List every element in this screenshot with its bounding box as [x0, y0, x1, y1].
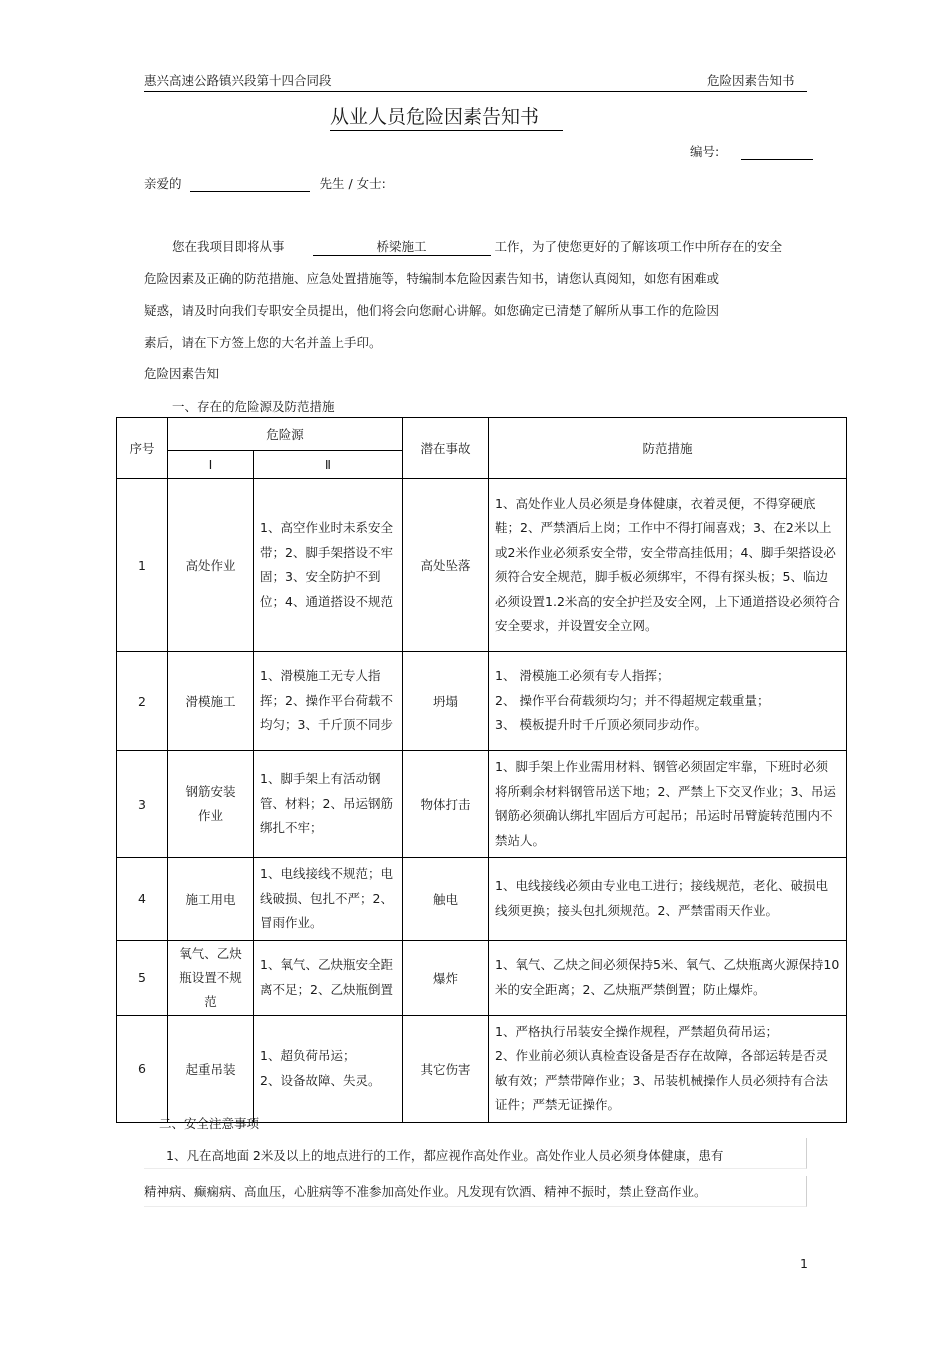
serial-label: 编号:	[690, 144, 720, 159]
row-accident: 爆炸	[403, 940, 489, 1015]
row-hazard-2: 1、滑模施工无专人指挥；2、操作平台荷载不均匀；3、千斤顶不同步	[254, 652, 403, 751]
row-hazard-2: 1、高空作业时未系安全带；2、脚手架搭设不牢固；3、安全防护不到位；4、通道搭设不规范	[254, 479, 403, 652]
row-hazard-2: 1、脚手架上有活动钢管、材料；2、吊运钢筋绑扎不牢；	[254, 751, 403, 858]
name-blank	[190, 177, 310, 192]
table-row	[117, 1015, 847, 1122]
row-hazard-1: 滑模施工	[168, 652, 254, 751]
col-header-hazard: 危险源	[168, 418, 403, 451]
page-number: 1	[800, 1256, 808, 1271]
salutation-prefix: 亲爱的	[144, 176, 182, 191]
salutation-suffix: 先生 / 女士:	[319, 176, 386, 191]
col-header-hazard-1: Ⅰ	[168, 451, 254, 479]
row-measures: 1、 滑模施工必须有专人指挥； 2、 操作平台荷载须均匀；并不得超规定载重量； 3、 模板提升时千斤顶必须同步动作。	[489, 652, 847, 751]
row-accident: 物体打击	[403, 751, 489, 858]
risk-table	[116, 417, 847, 1123]
notes-line-1: 1、凡在高地面 2米及以上的地点进行的工作，都应视作高处作业。高处作业人员必须身体健康，患有	[166, 1148, 724, 1163]
row-hazard-1: 高处作业	[168, 479, 254, 652]
header-left: 惠兴高速公路镇兴段第十四合同段	[144, 73, 332, 88]
row-accident: 其它伤害	[403, 1015, 489, 1122]
row-hazard-1: 施工用电	[168, 858, 254, 941]
section-notice: 危险因素告知	[144, 366, 220, 381]
col-header-measures: 防范措施	[489, 418, 847, 479]
section-2-heading: 二、安全注意事项	[159, 1116, 260, 1131]
table-row	[117, 652, 847, 751]
table-row	[117, 940, 847, 1015]
intro-after: 工作，为了使您更好的了解该项工作中所存在的安全	[494, 239, 782, 254]
intro-before: 您在我项目即将从事	[172, 239, 285, 254]
intro-line-2: 危险因素及正确的防范措施、应急处置措施等，特编制本危险因素告知书，请您认真阅知，如您有困难或	[144, 271, 720, 286]
row-no: 5	[117, 940, 168, 1015]
row-measures: 1、氧气、乙炔之间必须保持5米、氧气、乙炔瓶离火源保持10米的安全距离；2、乙炔瓶严禁倒置；防止爆炸。	[489, 940, 847, 1015]
row-hazard-1: 起重吊装	[168, 1015, 254, 1122]
row-hazard-1: 氧气、乙炔瓶设置不规范	[168, 940, 254, 1015]
page-title: 从业人员危险因素告知书	[330, 104, 563, 131]
intro-line-3: 疑惑，请及时向我们专职安全员提出，他们将会向您耐心讲解。如您确定已清楚了解所从事工作的危险因	[144, 303, 720, 318]
row-accident: 触电	[403, 858, 489, 941]
row-hazard-2: 1、电线接线不规范；电线破损、包扎不严；2、冒雨作业。	[254, 858, 403, 941]
row-no: 4	[117, 858, 168, 941]
job-value: 桥梁施工	[376, 239, 427, 254]
serial-blank	[741, 145, 813, 160]
row-measures: 1、脚手架上作业需用材料、钢管必须固定牢靠，下班时必须将所剩余材料钢管吊送下地；2、严禁上下交叉作业；3、吊运钢筋必须确认绑扎牢固后方可起吊；吊运时吊臂旋转范围内不禁站人。	[489, 751, 847, 858]
row-accident: 高处坠落	[403, 479, 489, 652]
col-header-accident: 潜在事故	[403, 418, 489, 479]
serial-field	[690, 142, 813, 160]
table-header-row	[117, 418, 847, 451]
row-no: 2	[117, 652, 168, 751]
row-measures: 1、严格执行吊装安全操作规程，严禁超负荷吊运； 2、作业前必须认真检查设备是否存在故障，各部运转是否灵敏有效；严禁带障作业；3、吊装机械操作人员必须持有合法证件；严禁无证操作。	[489, 1015, 847, 1122]
table-row	[117, 479, 847, 652]
row-no: 1	[117, 479, 168, 652]
job-field	[313, 239, 491, 256]
col-header-no: 序号	[117, 418, 168, 479]
row-hazard-2: 1、超负荷吊运； 2、设备故障、失灵。	[254, 1015, 403, 1122]
row-no: 6	[117, 1015, 168, 1122]
table-row	[117, 858, 847, 941]
header-right: 危险因素告知书	[707, 73, 795, 88]
row-accident: 坍塌	[403, 652, 489, 751]
intro-line-1	[172, 237, 782, 256]
table-row	[117, 751, 847, 858]
section-1-heading: 一、存在的危险源及防范措施	[172, 399, 335, 414]
col-header-hazard-2: Ⅱ	[254, 451, 403, 479]
salutation	[144, 174, 386, 192]
notes-line-2: 精神病、癫痫病、高血压，心脏病等不准参加高处作业。凡发现有饮酒、精神不振时，禁止登高作业。	[144, 1184, 707, 1199]
intro-line-4: 素后，请在下方签上您的大名并盖上手印。	[144, 335, 382, 350]
row-measures: 1、电线接线必须由专业电工进行；接线规范，老化、破损电线须更换；接头包扎须规范。2、严禁雷雨天作业。	[489, 858, 847, 941]
row-hazard-2: 1、氧气、乙炔瓶安全距离不足；2、乙炔瓶倒置	[254, 940, 403, 1015]
row-measures: 1、高处作业人员必须是身体健康，衣着灵便，不得穿硬底鞋；2、严禁酒后上岗；工作中不得打闹喜戏；3、在2米以上或2米作业必须系安全带，安全带高挂低用；4、脚手架搭设必须符合安全规范，脚手板必须绑牢，不得有探头板；5、临边必须设置1.2米高的安全护拦及安全网，上下通道搭设必须符合安全要求，并设置安全立网。	[489, 479, 847, 652]
header-divider	[144, 91, 807, 92]
row-hazard-1: 钢筋安装作业	[168, 751, 254, 858]
row-no: 3	[117, 751, 168, 858]
